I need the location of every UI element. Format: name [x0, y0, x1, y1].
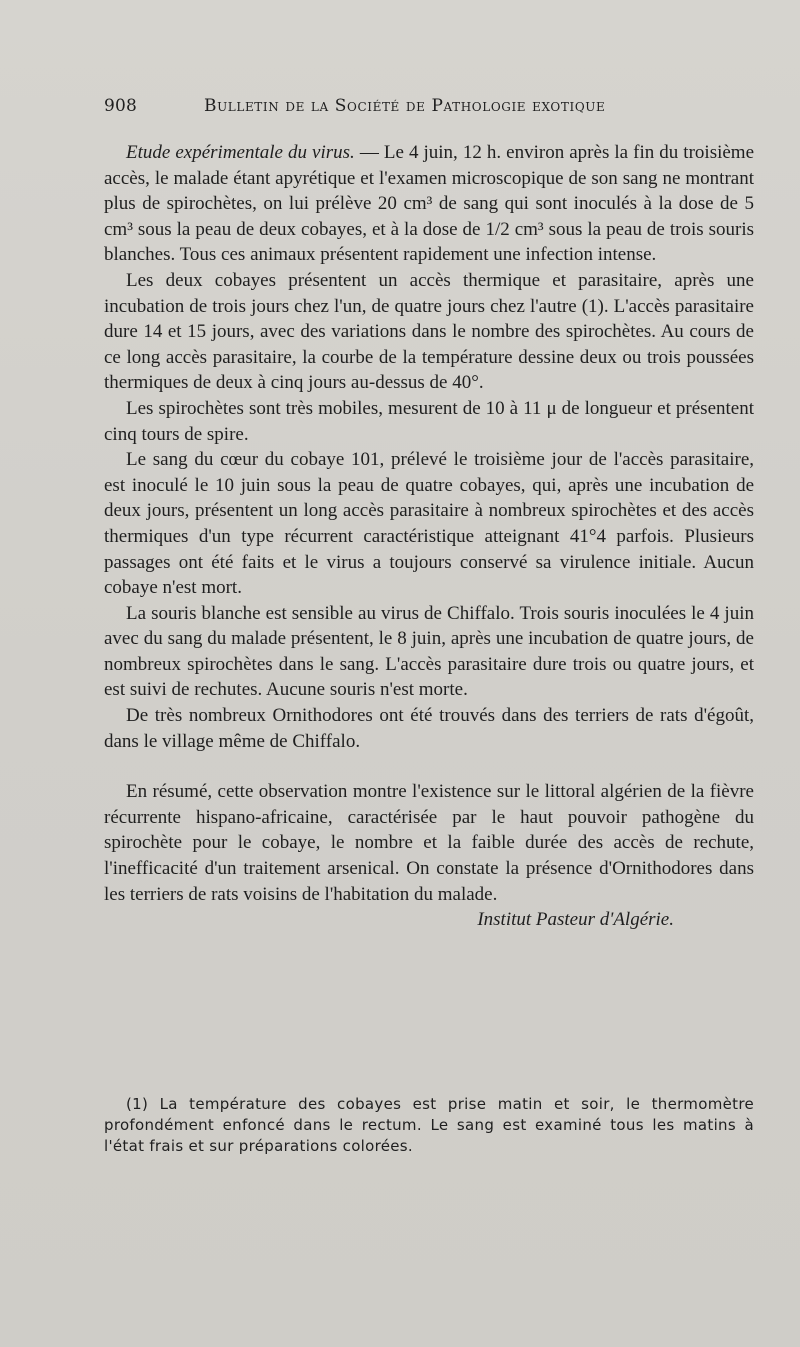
paragraph-2: Les deux cobayes présentent un accès thermique et parasitaire, après une incubation de trois jours chez l'un, de quatre jours chez l'autre (1). L'accès parasitaire dure 14 et 15 jours, avec des variations dans le nombre des spirochètes. Au cours de ce long accès parasitaire, la courbe de la température dessine deux ou trois poussées thermiques de deux à cinq jours au-dessus de 40°. — [104, 269, 754, 394]
paragraph-6: De très nombreux Ornithodores ont été trouvés dans des terriers de rats d'égoût, dans le village même de Chiffalo. — [104, 705, 754, 752]
paragraph-1 — [104, 140, 754, 268]
paragraph-4: Le sang du cœur du cobaye 101, prélevé le troisième jour de l'accès parasitaire, est inoculé le 10 juin sous la peau de quatre cobayes, qui, après une incubation de deux jours, présentent un long accès parasitaire à nombreux spirochètes et des accès thermiques d'un type récurrent caractéristique atteignant 41°4 parfois. Plusieurs passages ont été faits et le virus a toujours conservé sa virulence initiale. Aucun cobaye n'est mort. — [104, 449, 754, 599]
paragraph-3: Les spirochètes sont très mobiles, mesurent de 10 à 11 μ de longueur et présentent cinq tours de spire. — [104, 397, 754, 445]
footnote-text: (1) La température des cobayes est prise matin et soir, le thermomètre profondément enfoncé dans le rectum. Le sang est examiné tous les matins à l'état frais et sur préparations colorées. — [104, 1095, 754, 1155]
paragraph-5: La souris blanche est sensible au virus de Chiffalo. Trois souris inoculées le 4 juin avec du sang du malade présentent, le 8 juin, après une incubation de quatre jours, de nombreux spirochètes dans le sang. L'accès parasitaire dure trois ou quatre jours, et est suivi de rechutes. Aucune souris n'est morte. — [104, 602, 754, 701]
paragraph-text: — Le 4 juin, 12 h. environ après la fin du troisième accès, le malade étant apyrétique et l'examen microscopique de son sang ne montrant plus de spirochètes, on lui prélève 20 cm³ de sang qui sont inoculés à la dose de 5 cm³ sous la peau de deux cobayes, et à la dose de 1/2 cm³ sous la peau de trois souris blanches. Tous ces animaux présentent rapidement une infection intense. — [104, 142, 755, 266]
summary-paragraph: En résumé, cette observation montre l'existence sur le littoral algérien de la fièvre récurrente hispano-africaine, caractérisée par le haut pouvoir pathogène du spirochète pour le cobaye, le nombre et la faible durée des accès de rechute, l'inefficacité d'un traitement arsenical. On constate la présence d'Ornithodores dans les terriers de rats voisins de l'habitation du malade. — [104, 781, 754, 905]
page-number: 908 — [104, 96, 138, 116]
article-body — [104, 140, 754, 933]
footnote — [104, 1094, 754, 1157]
signature: Institut Pasteur d'Algérie. — [477, 909, 674, 931]
running-title: Bulletin de la Société de Pathologie exotique — [204, 96, 606, 116]
section-lead: Etude expérimentale du virus. — [126, 142, 355, 163]
